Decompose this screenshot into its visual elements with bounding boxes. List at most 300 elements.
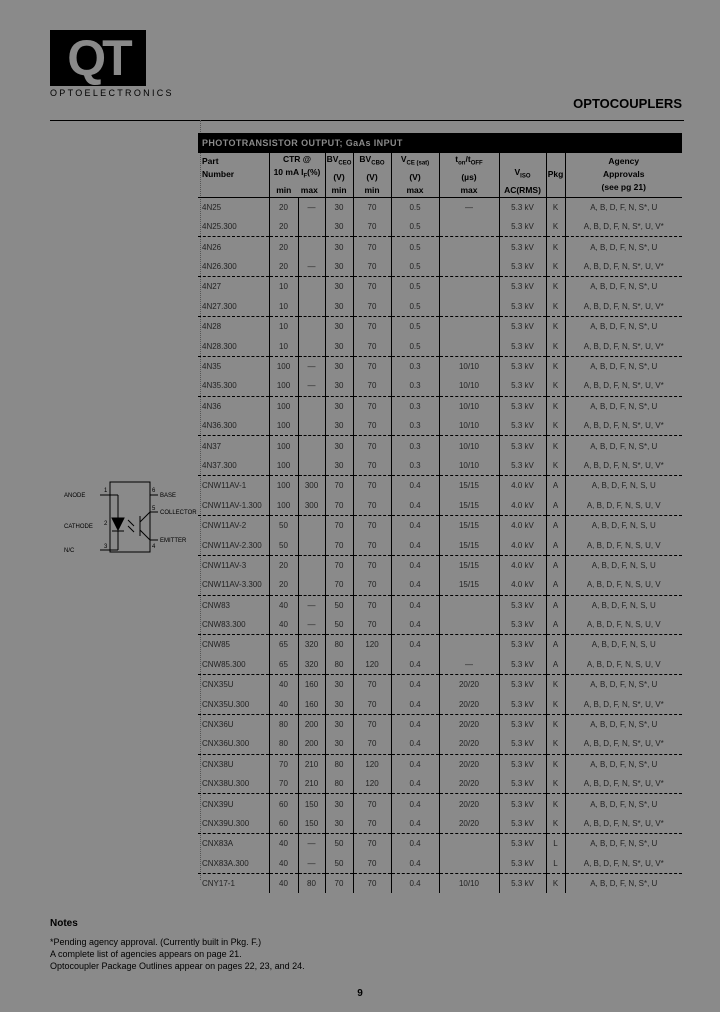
table-row [198,694,682,714]
cell-viso: 5.3 kV [499,794,546,814]
cell-ctr-min: 40 [269,854,298,874]
cell-ton-toff: 15/15 [439,496,499,516]
schematic-label-anode: ANODE [64,493,86,499]
cell-ton-toff: — [439,197,499,217]
cell-bvceo: 30 [325,456,353,476]
cell-part-number: CNX39U.300 [198,814,269,834]
cell-bvcbo: 70 [353,814,391,834]
cell-pkg: A [546,555,565,575]
cell-agency-approvals: A, B, D, F, N, S, U [565,515,682,535]
cell-vce-sat: 0.4 [391,834,439,854]
cell-ton-toff: 10/10 [439,873,499,893]
col-viso: $V_{ISO}$ AC(RMS) [499,153,546,197]
schematic-pin-4: 4 [152,544,156,550]
cell-viso: 5.3 kV [499,615,546,635]
cell-bvcbo: 70 [353,257,391,277]
cell-pkg: K [546,237,565,257]
cell-ctr-max: 150 [298,794,325,814]
cell-pkg: K [546,814,565,834]
cell-bvceo: 30 [325,694,353,714]
cell-bvceo: 30 [325,197,353,217]
cell-pkg: K [546,396,565,416]
cell-viso: 4.0 kV [499,496,546,516]
cell-ctr-min: 10 [269,317,298,337]
cell-bvceo: 50 [325,615,353,635]
cell-agency-approvals: A, B, D, F, N, S*, U, V* [565,854,682,874]
cell-viso: 5.3 kV [499,297,546,317]
cell-agency-approvals: A, B, D, F, N, S*, U [565,436,682,456]
table-row [198,814,682,834]
cell-ctr-min: 65 [269,635,298,655]
col-bvceo: $BV_{CEO}$ (V) min [325,153,353,197]
cell-part-number: CNX35U [202,680,234,690]
cell-part-number: 4N28.300 [198,336,269,356]
cell-viso: 5.3 kV [499,873,546,893]
cell-bvcbo: 70 [353,794,391,814]
cell-viso: 4.0 kV [499,515,546,535]
cell-viso: 5.3 kV [499,217,546,237]
cell-agency-approvals: A, B, D, F, N, S*, U [565,317,682,337]
cell-part-number: CNX83A [202,839,234,849]
cell-ctr-min: 100 [269,476,298,496]
cell-viso: 5.3 kV [499,237,546,257]
cell-ctr-max: 160 [298,694,325,714]
cell-ctr-min: 40 [269,675,298,695]
cell-ctr-max: — [298,854,325,874]
cell-part-number: CNX38U.300 [198,774,269,794]
cell-vce-sat: 0.4 [391,754,439,774]
header-rule [50,120,684,121]
cell-ctr-min: 80 [269,714,298,734]
cell-ctr-min: 50 [269,535,298,555]
cell-ctr-min: 20 [269,217,298,237]
cell-vce-sat: 0.4 [391,655,439,675]
cell-part-number: CNW11AV-3.300 [198,575,269,595]
cell-pkg: A [546,515,565,535]
cell-part-number: CNY17-1 [202,879,235,889]
cell-ctr-min: 80 [269,734,298,754]
cell-part-number: CNW11AV-1.300 [198,496,269,516]
col-ctr: CTR @ 10 mA $I_F(\%)$ min max [269,153,325,197]
cell-pkg: A [546,635,565,655]
table-row [198,734,682,754]
cell-bvceo: 80 [325,655,353,675]
cell-pkg: K [546,317,565,337]
cell-part-number: CNX36U [202,720,234,730]
table-row [198,297,682,317]
cell-part-number: CNX83A.300 [198,854,269,874]
cell-bvcbo: 70 [353,515,391,535]
cell-part-number: CNW11AV-2 [202,521,247,531]
cell-agency-approvals: A, B, D, F, N, S*, U [565,396,682,416]
cell-bvceo: 30 [325,814,353,834]
cell-pkg: K [546,416,565,436]
cell-viso: 5.3 kV [499,595,546,615]
cell-viso: 5.3 kV [499,416,546,436]
cell-agency-approvals: A, B, D, F, N, S, U [565,635,682,655]
cell-ton-toff: 10/10 [439,356,499,376]
cell-bvcbo: 120 [353,655,391,675]
cell-viso: 5.3 kV [499,456,546,476]
cell-agency-approvals: A, B, D, F, N, S*, U [565,794,682,814]
cell-ctr-min: 40 [269,615,298,635]
cell-viso: 4.0 kV [499,555,546,575]
cell-part-number: CNX35U.300 [198,694,269,714]
cell-ctr-min: 20 [269,555,298,575]
cell-part-number: CNW85.300 [198,655,269,675]
cell-ton-toff [439,854,499,874]
cell-bvceo: 30 [325,794,353,814]
cell-pkg: K [546,794,565,814]
cell-agency-approvals: A, B, D, F, N, S*, U, V* [565,734,682,754]
cell-ctr-max: 300 [298,496,325,516]
table-row [198,834,682,854]
cell-bvcbo: 70 [353,396,391,416]
cell-bvcbo: 70 [353,476,391,496]
cell-bvceo: 50 [325,854,353,874]
cell-vce-sat: 0.5 [391,237,439,257]
cell-pkg: A [546,476,565,496]
cell-ctr-min: 100 [269,376,298,396]
table-row [198,595,682,615]
cell-ctr-max [298,515,325,535]
page-number: 9 [357,988,363,999]
cell-ctr-min: 50 [269,515,298,535]
cell-ctr-max: 320 [298,655,325,675]
cell-bvceo: 30 [325,217,353,237]
cell-vce-sat: 0.4 [391,515,439,535]
cell-ton-toff: — [439,655,499,675]
cell-pkg: A [546,595,565,615]
cell-bvcbo: 70 [353,575,391,595]
cell-viso: 5.3 kV [499,277,546,297]
cell-viso: 5.3 kV [499,754,546,774]
table-row [198,615,682,635]
cell-bvcbo: 70 [353,336,391,356]
cell-agency-approvals: A, B, D, F, N, S, U [565,595,682,615]
cell-agency-approvals: A, B, D, F, N, S*, U, V* [565,416,682,436]
cell-part-number: CNX39U [202,799,234,809]
cell-bvcbo: 70 [353,714,391,734]
led-diode-symbol [112,518,124,530]
schematic-package-outline [110,482,150,552]
cell-ctr-max [298,277,325,297]
cell-viso: 5.3 kV [499,675,546,695]
cell-vce-sat: 0.5 [391,277,439,297]
cell-vce-sat: 0.3 [391,396,439,416]
cell-vce-sat: 0.3 [391,436,439,456]
cell-bvcbo: 120 [353,635,391,655]
cell-ton-toff: 20/20 [439,814,499,834]
cell-ctr-min: 70 [269,774,298,794]
cell-agency-approvals: A, B, D, F, N, S*, U [565,277,682,297]
cell-ctr-max [298,217,325,237]
logo-subtitle: OPTOELECTRONICS [50,88,174,98]
cell-bvceo: 30 [325,396,353,416]
cell-bvceo: 80 [325,754,353,774]
cell-bvceo: 50 [325,834,353,854]
cell-viso: 5.3 kV [499,694,546,714]
cell-bvceo: 30 [325,277,353,297]
cell-part-number: 4N37 [202,441,222,451]
cell-ctr-min: 10 [269,277,298,297]
cell-ctr-min: 10 [269,336,298,356]
cell-vce-sat: 0.4 [391,476,439,496]
cell-bvcbo: 120 [353,754,391,774]
cell-bvcbo: 70 [353,555,391,575]
schematic-pin-1: 1 [104,488,108,494]
cell-part-number: 4N35 [202,362,222,371]
cell-pkg: K [546,376,565,396]
table-row [198,376,682,396]
cell-vce-sat: 0.5 [391,297,439,317]
page-category-title: OPTOCOUPLERS [573,96,682,111]
cell-bvcbo: 70 [353,416,391,436]
cell-ctr-min: 40 [269,595,298,615]
cell-part-number: 4N35.300 [198,376,269,396]
cell-agency-approvals: A, B, D, F, N, S*, U [565,356,682,376]
cell-ton-toff: 10/10 [439,416,499,436]
cell-ton-toff: 20/20 [439,794,499,814]
cell-vce-sat: 0.4 [391,774,439,794]
cell-bvcbo: 70 [353,376,391,396]
cell-part-number: CNW85 [202,640,231,650]
cell-ctr-min: 20 [269,575,298,595]
note-line: A complete list of agencies appears on page 21. [50,949,242,959]
cell-part-number: 4N25.300 [198,217,269,237]
table-row [198,496,682,516]
cell-ctr-min: 60 [269,794,298,814]
cell-part-number: 4N37.300 [198,456,269,476]
cell-bvceo: 30 [325,376,353,396]
cell-pkg: K [546,774,565,794]
cell-agency-approvals: A, B, D, F, N, S*, U [565,754,682,774]
cell-ctr-min: 10 [269,297,298,317]
cell-agency-approvals: A, B, D, F, N, S*, U, V* [565,297,682,317]
cell-agency-approvals: A, B, D, F, N, S*, U [565,834,682,854]
cell-ctr-max [298,317,325,337]
table-row [198,197,682,217]
cell-bvcbo: 70 [353,694,391,714]
cell-ctr-max: 210 [298,754,325,774]
table-section-band: PHOTOTRANSISTOR OUTPUT; GaAs INPUT [198,133,682,153]
cell-ctr-min: 65 [269,655,298,675]
schematic-label-nc: N/C [64,548,75,554]
note-line: Optocoupler Package Outlines appear on pages 22, 23, and 24. [50,961,305,971]
cell-bvcbo: 70 [353,456,391,476]
notes-section [50,918,305,972]
cell-ctr-max: 200 [298,714,325,734]
cell-ton-toff: 10/10 [439,456,499,476]
cell-vce-sat: 0.4 [391,535,439,555]
cell-agency-approvals: A, B, D, F, N, S*, U [565,873,682,893]
cell-ton-toff: 15/15 [439,575,499,595]
cell-ctr-min: 100 [269,456,298,476]
table-row [198,416,682,436]
cell-part-number: 4N27 [202,282,222,292]
col-pkg: Pkg [546,153,565,197]
table-row [198,635,682,655]
cell-viso: 5.3 kV [499,336,546,356]
col-part: Part Number [202,156,235,180]
cell-ctr-max: — [298,595,325,615]
cell-pkg: K [546,456,565,476]
cell-ctr-max: — [298,197,325,217]
cell-viso: 5.3 kV [499,197,546,217]
col-bvcbo: $BV_{CBO}$ (V) min [353,153,391,197]
cell-agency-approvals: A, B, D, F, N, S, U, V [565,496,682,516]
cell-ton-toff: 20/20 [439,774,499,794]
table-row [198,714,682,734]
cell-agency-approvals: A, B, D, F, N, S*, U, V* [565,376,682,396]
cell-ctr-max: — [298,615,325,635]
cell-bvceo: 30 [325,436,353,456]
cell-pkg: K [546,297,565,317]
col-ton-toff: $t_{on}/t_{OFF}$ (µs) max [439,153,499,197]
cell-viso: 5.3 kV [499,734,546,754]
cell-agency-approvals: A, B, D, F, N, S*, U, V* [565,456,682,476]
cell-ctr-max [298,535,325,555]
schematic-label-collector: COLLECTOR [160,510,197,516]
table-row [198,555,682,575]
cell-viso: 5.3 kV [499,714,546,734]
cell-viso: 5.3 kV [499,774,546,794]
cell-viso: 5.3 kV [499,854,546,874]
cell-bvcbo: 70 [353,834,391,854]
cell-vce-sat: 0.5 [391,197,439,217]
table-row [198,476,682,496]
table-row [198,675,682,695]
cell-vce-sat: 0.4 [391,873,439,893]
cell-bvcbo: 70 [353,496,391,516]
cell-part-number: CNW11AV-3 [202,560,247,570]
cell-agency-approvals: A, B, D, F, N, S, U [565,555,682,575]
cell-ctr-max: 320 [298,635,325,655]
cell-ton-toff: 10/10 [439,376,499,396]
cell-agency-approvals: A, B, D, F, N, S, U, V [565,615,682,635]
cell-agency-approvals: A, B, D, F, N, S*, U, V* [565,694,682,714]
cell-ton-toff [439,297,499,317]
schematic-pin-2: 2 [104,521,108,527]
cell-agency-approvals: A, B, D, F, N, S*, U [565,675,682,695]
cell-ctr-min: 100 [269,416,298,436]
cell-agency-approvals: A, B, D, F, N, S, U, V [565,655,682,675]
cell-vce-sat: 0.5 [391,217,439,237]
cell-part-number: 4N36.300 [198,416,269,436]
cell-ton-toff [439,635,499,655]
cell-agency-approvals: A, B, D, F, N, S*, U, V* [565,336,682,356]
cell-viso: 5.3 kV [499,436,546,456]
cell-ton-toff [439,595,499,615]
cell-viso: 5.3 kV [499,356,546,376]
cell-bvceo: 70 [325,535,353,555]
table-row [198,356,682,376]
cell-vce-sat: 0.3 [391,416,439,436]
cell-viso: 4.0 kV [499,476,546,496]
cell-ctr-max [298,575,325,595]
optocoupler-table [198,133,682,893]
cell-bvceo: 30 [325,317,353,337]
cell-bvceo: 30 [325,237,353,257]
cell-ton-toff [439,834,499,854]
cell-ctr-max [298,436,325,456]
cell-vce-sat: 0.4 [391,675,439,695]
cell-vce-sat: 0.3 [391,456,439,476]
cell-agency-approvals: A, B, D, F, N, S*, U, V* [565,814,682,834]
cell-ton-toff: 15/15 [439,535,499,555]
cell-pkg: A [546,496,565,516]
cell-agency-approvals: A, B, D, F, N, S*, U, V* [565,774,682,794]
table-row [198,237,682,257]
cell-part-number: CNW83.300 [198,615,269,635]
cell-vce-sat: 0.4 [391,496,439,516]
cell-bvcbo: 70 [353,356,391,376]
cell-ton-toff [439,257,499,277]
cell-viso: 4.0 kV [499,535,546,555]
schematic-label-base: BASE [160,493,177,499]
cell-vce-sat: 0.5 [391,257,439,277]
cell-agency-approvals: A, B, D, F, N, S*, U, V* [565,217,682,237]
schematic-pin-5: 5 [152,506,156,512]
cell-ctr-max [298,336,325,356]
cell-agency-approvals: A, B, D, F, N, S*, U [565,714,682,734]
cell-pkg: K [546,675,565,695]
cell-ctr-min: 60 [269,814,298,834]
cell-bvceo: 70 [325,873,353,893]
cell-ton-toff [439,336,499,356]
cell-bvceo: 80 [325,635,353,655]
cell-vce-sat: 0.4 [391,814,439,834]
cell-bvcbo: 70 [353,436,391,456]
cell-ctr-max: — [298,356,325,376]
cell-pkg: K [546,734,565,754]
cell-vce-sat: 0.4 [391,734,439,754]
cell-vce-sat: 0.4 [391,555,439,575]
cell-pkg: K [546,436,565,456]
cell-ctr-min: 20 [269,257,298,277]
cell-bvceo: 30 [325,416,353,436]
cell-bvcbo: 70 [353,197,391,217]
table-row [198,317,682,337]
cell-bvcbo: 70 [353,675,391,695]
cell-pkg: K [546,277,565,297]
table-row [198,515,682,535]
cell-agency-approvals: A, B, D, F, N, S*, U [565,237,682,257]
cell-viso: 5.3 kV [499,635,546,655]
cell-bvceo: 30 [325,336,353,356]
cell-pkg: K [546,217,565,237]
cell-bvceo: 30 [325,356,353,376]
cell-ctr-max: — [298,834,325,854]
table-row [198,257,682,277]
cell-ton-toff: 20/20 [439,734,499,754]
cell-vce-sat: 0.4 [391,615,439,635]
notes-title: Notes [50,918,78,929]
cell-pkg: K [546,873,565,893]
cell-pkg: A [546,575,565,595]
cell-bvceo: 70 [325,496,353,516]
cell-ctr-min: 100 [269,496,298,516]
cell-ctr-min: 100 [269,356,298,376]
cell-vce-sat: 0.4 [391,595,439,615]
cell-ton-toff [439,615,499,635]
cell-vce-sat: 0.4 [391,794,439,814]
cell-ctr-max: — [298,376,325,396]
cell-viso: 5.3 kV [499,814,546,834]
cell-ctr-max: 300 [298,476,325,496]
cell-agency-approvals: A, B, D, F, N, S*, U, V* [565,257,682,277]
cell-part-number: 4N25 [202,202,222,212]
